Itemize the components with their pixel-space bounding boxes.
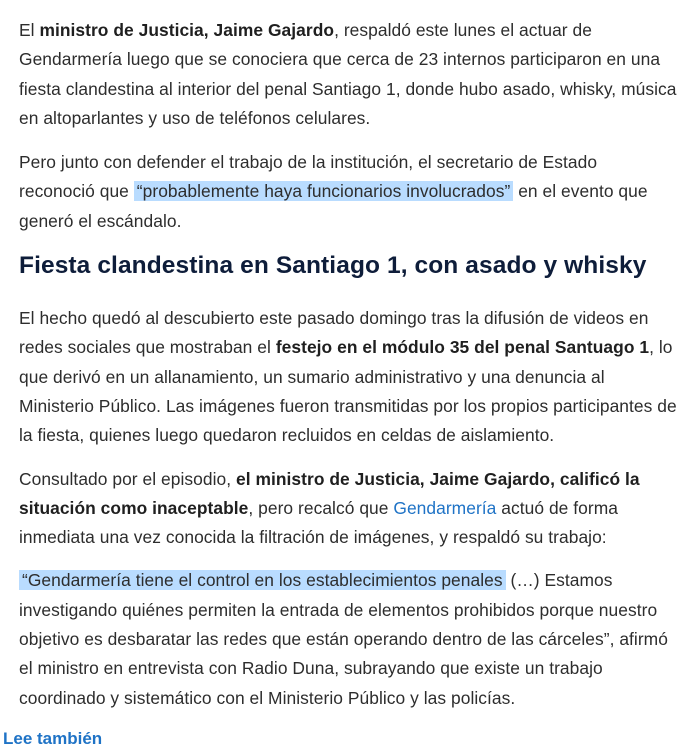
bold-text: el ministro de Justicia, Jaime Gajardo, calificó la situación como inaceptable — [19, 468, 640, 518]
paragraph-text: actuó de forma inmediata una vez conocida la filtración de imágenes, y respaldó su trabajo: — [19, 497, 618, 548]
paragraph-text: en el evento que generó el escándalo. — [19, 181, 648, 231]
paragraph-quote-recognition — [19, 148, 677, 236]
paragraph-intro — [19, 16, 677, 133]
related-articles-label[interactable]: Lee también — [3, 729, 103, 748]
bold-text: festejo en el módulo 35 del penal Santuago 1 — [275, 337, 650, 358]
paragraph-text: , lo que derivó en un allanamiento, un sumario administrativo y una denuncia al Ministerio Público. Las imágenes fueron transmitidas por los propios participantes de la fiesta, quienes luego quedaron recluidos en celdas de aislamiento. — [19, 337, 677, 446]
paragraph-quote-control — [19, 566, 677, 712]
highlighted-quote[interactable]: “probablemente haya funcionarios involucrados” — [134, 181, 514, 201]
paragraph-text: , pero recalcó que — [248, 497, 394, 518]
paragraph-text: El hecho quedó al descubierto este pasado domingo tras la difusión de videos en redes sociales que mostraban el — [19, 308, 649, 358]
gendarmeria-link[interactable]: Gendarmería — [393, 497, 497, 518]
paragraph-minister — [19, 465, 677, 553]
paragraph-text: Pero junto con defender el trabajo de la institución, el secretario de Estado reconoció que — [19, 152, 598, 202]
paragraph-text: (…) Estamos investigando quiénes permiten la entrada de elementos prohibidos porque nuestro objetivo es desbaratar las redes que están operando dentro de las cárceles”, afirmó el ministro en entrevista con Radio Duna, subrayando que existe un trabajo coordinado y sistemático con el Ministerio Público y las policías. — [19, 570, 668, 708]
section-heading: Fiesta clandestina en Santiago 1, con asado y whisky — [19, 252, 647, 280]
highlighted-quote[interactable]: “Gendarmería tiene el control en los establecimientos penales — [19, 570, 506, 590]
paragraph-text: , respaldó este lunes el actuar de Gendarmería luego que se conociera que cerca de 23 internos participaron en una fiesta clandestina al interior del penal Santiago 1, donde hubo asado, whisky, música en altoparlantes y uso de teléfonos celulares. — [19, 20, 677, 128]
paragraph-text: El — [19, 20, 40, 40]
paragraph-text: Consultado por el episodio, — [19, 468, 236, 489]
article-body — [19, 16, 677, 727]
bold-text: ministro de Justicia, Jaime Gajardo — [39, 20, 335, 40]
paragraph-event — [19, 304, 677, 450]
